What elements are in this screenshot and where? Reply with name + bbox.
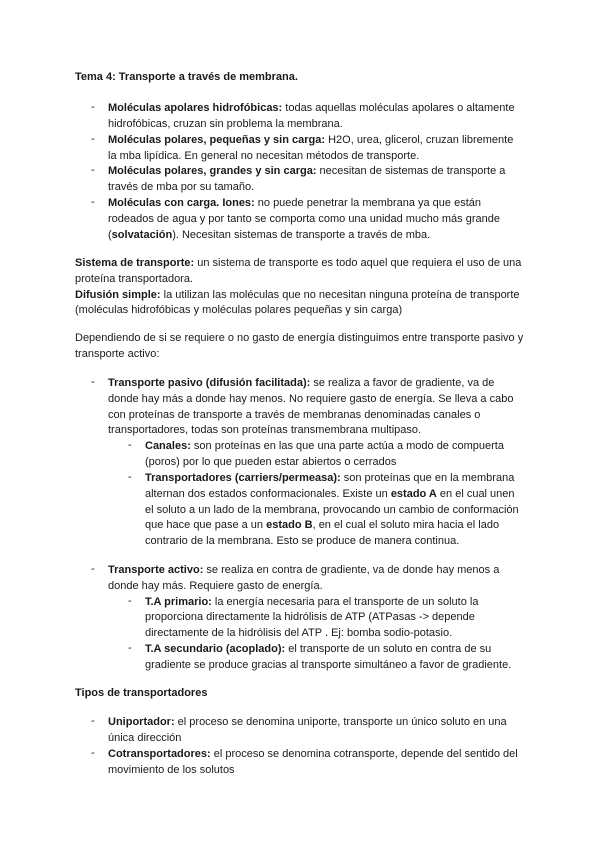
pasivo-text-3: con proteínas de transporte a través de membranas denominadas canales o: [108, 409, 481, 421]
molecule-item-1: Moléculas apolares hidrofóbicas: todas aquellas moléculas apolares o altamente: [108, 102, 515, 114]
uniportador-item: Uniportador: el proceso se denomina uniporte, transporte un único soluto en una: [108, 716, 507, 728]
ta-primario-text-3: directamente de la hidrólisis del ATP . Ej: bomba sodio-potasio.: [145, 627, 453, 639]
intro-paragraph: Dependiendo de si se requiere o no gasto de energía distinguimos entre transporte pasivo y: [75, 332, 524, 344]
transportadores-text-5: contrario de la membrana. Esto se produce de manera continua.: [145, 535, 460, 547]
molecule-item-2-cont: la mba lipídica. En general no necesitan métodos de transporte.: [108, 150, 420, 162]
ta-secundario-item: T.A secundario (acoplado): el transporte de un soluto en contra de su: [145, 643, 492, 655]
canales-item: Canales: son proteínas en las que una parte actúa a modo de compuerta: [145, 440, 504, 452]
pasivo-text-4: transportadores, todas son proteínas transmembrana multipaso.: [108, 424, 422, 436]
molecule-item-1-cont: hidrofóbicas, cruzan sin problema la membrana.: [108, 118, 343, 130]
molecule-item-3-cont: través de mba por su tamaño.: [108, 181, 255, 193]
canales-item-cont: (poros) por lo que pueden estar abiertos o cerrados: [145, 456, 397, 468]
definition-sistema: Sistema de transporte: un sistema de transporte es todo aquel que requiera el uso de una: [75, 257, 522, 269]
bullet-dash: -: [128, 471, 132, 483]
bullet-dash: -: [91, 133, 95, 145]
pasivo-text-2: donde hay más a donde hay menos. No requiere gasto de energía. Se lleva a cabo: [108, 393, 514, 405]
definition-difusion-cont: (moléculas hidrofóbicas y moléculas polares pequeñas y sin carga): [75, 304, 403, 316]
transportadores-text-4: que hace que pase a un estado B, en el cual el soluto mira hacia el lado: [145, 519, 500, 531]
bullet-dash: -: [128, 642, 132, 654]
bullet-dash: -: [91, 747, 95, 759]
definition-sistema-cont: proteína transportadora.: [75, 273, 194, 285]
activo-text-2: donde hay más. Requiere gasto de energía.: [108, 580, 323, 592]
uniportador-item-cont: única dirección: [108, 732, 182, 744]
molecule-item-4-cont2: (solvatación). Necesitan sistemas de transporte a través de mba.: [108, 229, 431, 241]
molecule-item-4: Moléculas con carga. Iones: no puede penetrar la membrana ya que están: [108, 197, 481, 209]
transportadores-text-2: alternan dos estados conformacionales. Existe un estado A en el cual unen: [145, 488, 515, 500]
molecule-item-3: Moléculas polares, grandes y sin carga: necesitan de sistemas de transporte a: [108, 165, 506, 177]
ta-primario-text-2: proporciona directamente la hidrólisis de ATP (ATPasas -> depende: [145, 611, 475, 623]
activo-item: Transporte activo: se realiza en contra de gradiente, va de donde hay menos a: [108, 564, 500, 576]
bullet-dash: -: [128, 439, 132, 451]
molecule-item-4-cont: rodeados de agua y por tanto se comporta como una unidad mucho más grande: [108, 213, 500, 225]
transportadores-text-3: el soluto a un lado de la membrana, provocando un cambio de conformación: [145, 504, 519, 516]
cotransportadores-item-cont: movimiento de los solutos: [108, 764, 235, 776]
bullet-dash: -: [91, 196, 95, 208]
transportadores-item: Transportadores (carriers/permeasa): son proteínas que en la membrana: [145, 472, 515, 484]
cotransportadores-item: Cotransportadores: el proceso se denomina cotransporte, depende del sentido del: [108, 748, 518, 760]
ta-primario-item: T.A primario: la energía necesaria para el transporte de un soluto la: [145, 596, 479, 608]
bullet-dash: -: [91, 164, 95, 176]
bullet-dash: -: [128, 595, 132, 607]
section-heading-tipos: Tipos de transportadores: [75, 687, 208, 699]
pasivo-item: Transporte pasivo (difusión facilitada): se realiza a favor de gradiente, va de: [108, 377, 495, 389]
bullet-dash: -: [91, 101, 95, 113]
ta-secundario-text-2: gradiente se produce gracias al transporte simultáneo a favor de gradiente.: [145, 659, 512, 671]
bullet-dash: -: [91, 715, 95, 727]
intro-paragraph-cont: transporte activo:: [75, 348, 160, 360]
molecule-item-2: Moléculas polares, pequeñas y sin carga: H2O, urea, glicerol, cruzan libremente: [108, 134, 514, 146]
bullet-dash: -: [91, 563, 95, 575]
definition-difusion: Difusión simple: la utilizan las moléculas que no necesitan ninguna proteína de transporte: [75, 289, 520, 301]
page-title: Tema 4: Transporte a través de membrana.: [75, 71, 298, 83]
bullet-dash: -: [91, 376, 95, 388]
